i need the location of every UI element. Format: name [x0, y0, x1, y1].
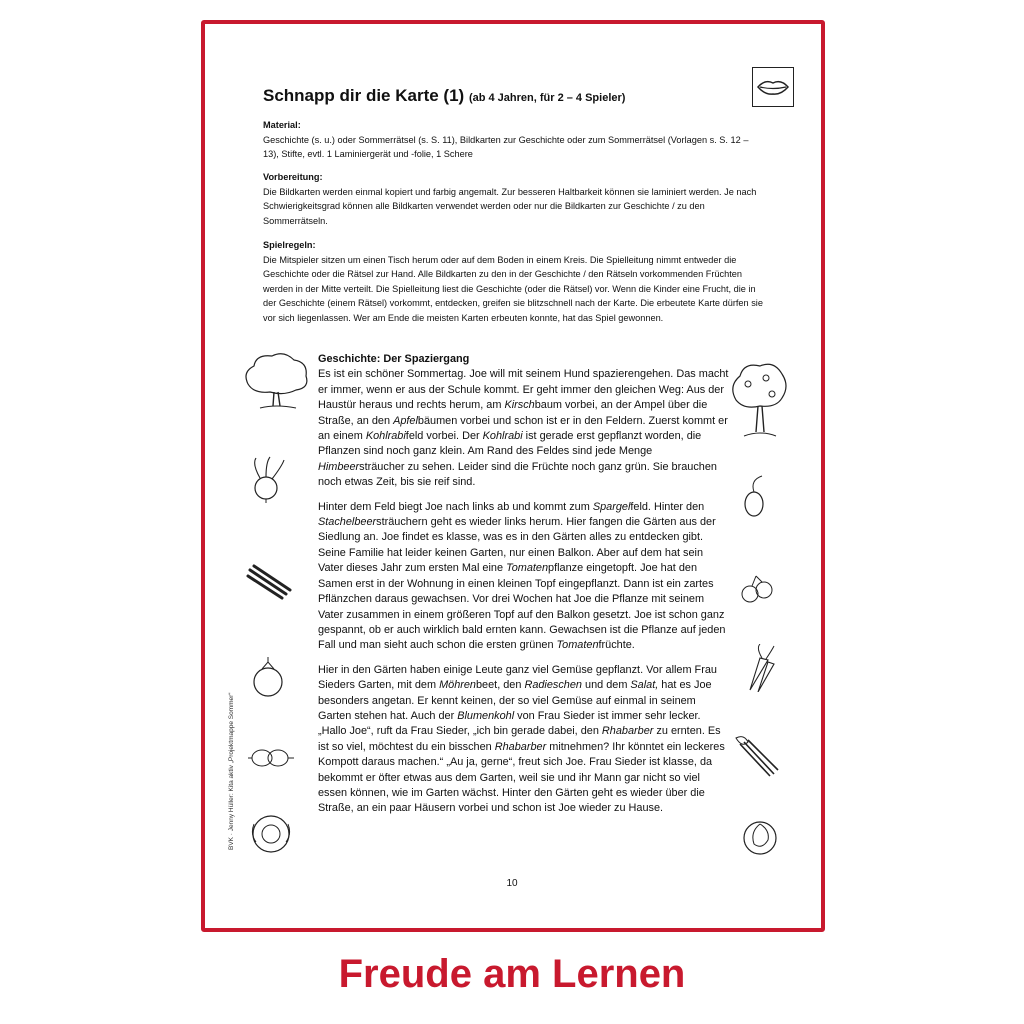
page-title [263, 86, 625, 106]
kohlrabi-icon [246, 456, 288, 504]
vorbereitung-heading: Vorbereitung: [263, 172, 323, 182]
spielregeln-text: Die Mitspieler sitzen um einen Tisch herum oder auf dem Boden in einem Kreis. Die Spielleitung nimmt entweder die Geschichte oder die Rätsel zur Hand. Alle Bildkarten zu den in der Geschichte / den Rätseln vorkommenden Früchten werden in der Mitte verteilt. Die Spielleitung liest die Geschichte (oder die Rätsel) vor. Wenn die Kinder eine Frucht, die in der Geschichte (einem Rätsel) vorkommt, entdecken, greifen sie blitzschnell nach der Karte. Die erbeutete Karte dürfen sie vor sich liegenlassen. Wer am Ende die meisten Karten erbeuten konnte, hat das Spiel gewonnen. [263, 254, 763, 323]
cauliflower-icon [248, 812, 294, 856]
rhubarb-icon [730, 734, 780, 778]
title-subtitle: (ab 4 Jahren, für 2 – 4 Spieler) [468, 92, 626, 104]
lips-symbol-box [752, 67, 794, 107]
apple-tree-icon [726, 360, 790, 440]
story-paragraph-2: Hinter dem Feld biegt Joe nach links ab und kommt zum Spargelfeld. Hinter den Stachelbeersträuchern geht es wieder links herum. Hier fangen die Gärten aus der Siedlung an. Joe findet es klasse, was es in den Gärten alles zu entdecken gibt. Seine Familie hat leider keinen Garten, nur einen Balkon. Aber auf dem hat sein Vater dieses Jahr zum ersten Mal eine Tomatenpflanze eingetopft. Joe hat den Samen erst in der Wohnung in einen kleinen Topf eingepflanzt. Dann ist ein zartes Pflänzchen daraus gewachsen. Vor drei Wochen hat Joe die Pflanze mit seinem Vater zusammen in einem größeren Topf auf den Balkon gesetzt. Joe ist schon ganz gespannt, ob er auch wirklich bald ernten kann. Gewachsen ist die Pflanze auf jeden Fall und man sieht auch schon die ersten grünen Tomatenfrüchte. [318, 500, 726, 652]
raspberry-icon [740, 474, 770, 520]
story-paragraph-1: Es ist ein schöner Sommertag. Joe will mit seinem Hund spazierengehen. Das macht er immer, wenn er aus der Schule kommt. Er geht immer den gleichen Weg: Aus der Haustür heraus und rechts herum, am Kirschbaum vorbei, an der Ampel über die Straße, an den Apfelbäumen vorbei und schon ist er in den Feldern. Zuerst kommt er an einem Kohlrabifeld vorbei. Der Kohlrabi ist gerade erst gepflanzt worden, die Pflanzen sind noch ganz klein. Am Rand des Feldes sind jede Menge Himbeersträucher zu sehen. Leider sind die Früchte noch ganz grün. Sie brauchen noch etwas Zeit, bis sie reif sind. [318, 368, 729, 489]
side-credit: BVK · Jenny Hüller: Kita aktiv „Projektmappe Sommer“ [228, 692, 235, 850]
vorbereitung-section [263, 170, 763, 228]
lettuce-icon [740, 818, 780, 858]
gooseberry-icon [738, 572, 774, 608]
page-number: 10 [506, 878, 518, 889]
spielregeln-heading: Spielregeln: [263, 240, 316, 250]
asparagus-icon [246, 560, 294, 602]
cherry-tree-icon [240, 350, 312, 412]
carrot-icon [742, 644, 778, 692]
material-section [263, 118, 763, 162]
story-heading: Geschichte: Der Spaziergang [318, 353, 470, 365]
title-text: Schnapp dir die Karte (1) [263, 86, 465, 105]
material-heading: Material: [263, 120, 301, 130]
vorbereitung-text: Die Bildkarten werden einmal kopiert und farbig angemalt. Zur besseren Haltbarkeit können sie laminiert werden. Je nach Schwierigkeitsgrad können alle Bildkarten verwendet werden oder nur die Bildkarten zur Geschichte / zu den Sommerrätseln. [263, 186, 757, 226]
material-text: Geschichte (s. u.) oder Sommerrätsel (s. S. 11), Bildkarten zur Geschichte oder zum Sommerrätsel (Vorlagen s. S. 12 – 13), Stifte, evtl. 1 Laminiergerät und -folie, 1 Schere [263, 134, 749, 160]
story-paragraph-3: Hier in den Gärten haben einige Leute ganz viel Gemüse gepflanzt. Vor allem Frau Sieders Garten, mit dem Möhrenbeet, den Radieschen und dem Salat, hat es Joe besonders angetan. Er kennt keinen, der so viel Gemüse auf einmal in seinem Garten stehen hat. Auch der Blumenkohl von Frau Sieder ist immer sehr lecker. „Hallo Joe“, ruft da Frau Sieder, „ich bin gerade dabei, den Rhabarber zu ernten. Es ist so viel, möchtest du ein bisschen Rhabarber mitnehmen? Ihr könntet ein leckeres Kompott daraus machen.“ „Au ja, gerne“, freut sich Joe. Frau Sieder ist klasse, da bekommt er öfter etwas aus dem Garten, weil sie und ihr Mann gar nicht so viel essen können, wie im Garten wächst. Hinter den Gärten geht es wieder über die Straße, an ein paar Häusern vorbei und schon ist Joe wieder zu Hause. [318, 663, 725, 815]
tomato-icon [248, 654, 290, 700]
radish-icon [248, 744, 294, 772]
spielregeln-section [263, 238, 763, 326]
footer-slogan: Freude am Lernen [338, 952, 686, 996]
lips-icon [757, 78, 789, 96]
story-section [318, 352, 730, 817]
